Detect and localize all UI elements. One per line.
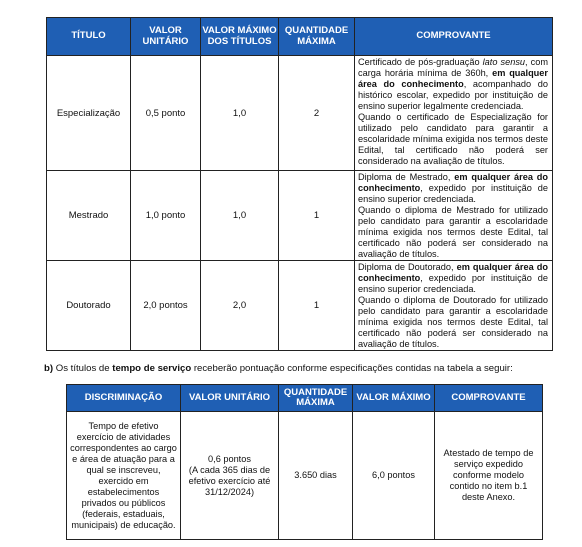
cell-comprovante (355, 56, 553, 171)
cell-discriminacao: Tempo de efetivo exercício de atividades correspondentes ao cargo e área de atuação para a qual se inscreveu, exercido em estabelecimentos privados ou públicos (federais, estaduais, municipais) de educação. (67, 412, 181, 540)
comprovante-paragraph: Quando o certificado de Especialização for utilizado pelo candidato para garantir a escolaridade mínima exigida nos termos deste Edital, tal certificado não poderá ser considerado na avaliação de títulos. (358, 112, 548, 166)
text-span: Certificado de pós-graduação (358, 57, 483, 67)
table-row-tempo-servico (67, 412, 543, 540)
text-span: Diploma de Mestrado, (358, 172, 455, 182)
text-span: Diploma de Doutorado, (358, 262, 457, 272)
italic-text: lato sensu (482, 57, 526, 67)
cell-titulo: Doutorado (47, 261, 131, 351)
text-span: , acompanhado do histórico escolar, expedido por instituição de ensino superior legalmente credenciada. (358, 79, 548, 111)
section-b-note (44, 363, 513, 374)
bold-text: em qualquer área do conhecimento (358, 262, 548, 283)
cell-comprovante: Atestado de tempo de serviço expedido conforme modelo contido no item b.1 deste Anexo. (435, 412, 543, 540)
header-quantidade-maxima: QUANTIDADE MÁXIMA (279, 18, 355, 56)
table-row-especializacao (47, 56, 553, 171)
cell-valor-unitario (181, 412, 279, 540)
bold-text: em qualquer área do conhecimento (358, 172, 548, 193)
cell-titulo: Mestrado (47, 171, 131, 261)
header-comprovante: COMPROVANTE (355, 18, 553, 56)
cell-valor-unitario: 1,0 ponto (131, 171, 201, 261)
header-titulo: TÍTULO (47, 18, 131, 56)
comprovante-paragraph: Quando o diploma de Doutorado for utilizado pelo candidato para garantir a escolaridade mínima exigida nos termos deste Edital, tal certificado não poderá ser considerado na avaliação de títulos. (358, 295, 548, 349)
cell-titulo: Especialização (47, 56, 131, 171)
table-row-doutorado (47, 261, 553, 351)
cell-comprovante (355, 171, 553, 261)
header-valor-unitario: VALOR UNITÁRIO (181, 385, 279, 412)
comprovante-paragraph: Quando o diploma de Mestrado for utilizado pelo candidato para garantir a escolaridade mínima exigida nos termos deste Edital, tal certificado não poderá ser considerado na avaliação de títulos. (358, 205, 548, 259)
header-valor-unitario: VALOR UNITÁRIO (131, 18, 201, 56)
cell-valor-maximo: 1,0 (201, 56, 279, 171)
cell-valor-unitario: 0,5 ponto (131, 56, 201, 171)
cell-valor-maximo: 6,0 pontos (353, 412, 435, 540)
cell-valor-unitario: 2,0 pontos (131, 261, 201, 351)
service-table-header-row (67, 385, 543, 412)
titles-table (46, 17, 553, 351)
cell-valor-maximo: 1,0 (201, 171, 279, 261)
table-row-mestrado (47, 171, 553, 261)
valor-unitario-value: 0,6 pontos (208, 453, 251, 464)
note-text: Os títulos de (53, 363, 113, 374)
titles-table-header-row (47, 18, 553, 56)
cell-valor-maximo: 2,0 (201, 261, 279, 351)
comprovante-paragraph (358, 57, 548, 112)
bold-text: em qualquer área do conhecimento (358, 68, 548, 89)
cell-quantidade-maxima: 1 (279, 261, 355, 351)
text-span: , com carga horária mínima de 360h, (358, 57, 549, 78)
header-discriminacao: DISCRIMINAÇÃO (67, 385, 181, 412)
header-quantidade-maxima: QUANTIDADE MÁXIMA (279, 385, 353, 412)
cell-quantidade-maxima: 1 (279, 171, 355, 261)
comprovante-paragraph (358, 172, 548, 205)
note-bold-text: tempo de serviço (112, 363, 192, 374)
cell-comprovante (355, 261, 553, 351)
note-text: receberão pontuação conforme especificações contidas na tabela a seguir: (191, 363, 513, 374)
header-comprovante: COMPROVANTE (435, 385, 543, 412)
cell-quantidade-maxima: 3.650 dias (279, 412, 353, 540)
service-time-table (66, 384, 543, 540)
valor-unitario-detail: (A cada 365 dias de efetivo exercício até 31/12/2024) (188, 464, 271, 497)
comprovante-paragraph (358, 262, 548, 295)
header-valor-maximo: VALOR MÁXIMO (353, 385, 435, 412)
header-valor-maximo: VALOR MÁXIMO DOS TÍTULOS (201, 18, 279, 56)
text-span: , expedido por instituição de ensino superior credenciada. (358, 183, 548, 204)
text-span: , expedido por instituição de ensino superior credenciada. (358, 273, 548, 294)
note-prefix: b) (44, 363, 54, 374)
cell-quantidade-maxima: 2 (279, 56, 355, 171)
